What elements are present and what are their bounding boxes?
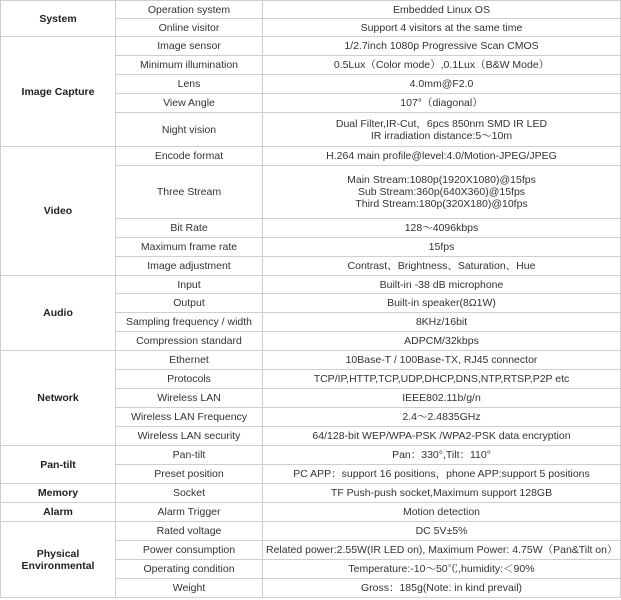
spec-value-line: PC APP：support 16 positions，phone APP:support 5 positions bbox=[293, 468, 590, 480]
spec-value-line: 64/128-bit WEP/WPA-PSK /WPA2-PSK data encryption bbox=[312, 430, 571, 442]
spec-value-cell bbox=[263, 465, 621, 484]
spec-value-cell bbox=[263, 503, 621, 522]
spec-value-cell bbox=[263, 370, 621, 389]
spec-item-label: Wireless LAN security bbox=[116, 427, 263, 446]
spec-value-line: Gross：185g(Note: in kind prevail) bbox=[360, 582, 523, 594]
spec-value-cell bbox=[263, 313, 621, 332]
spec-value-line: 2.4～2.4835GHz bbox=[402, 411, 481, 423]
spec-item-label: Three Stream bbox=[116, 166, 263, 219]
category-cell: Memory bbox=[1, 484, 116, 503]
spec-item-label: Encode format bbox=[116, 147, 263, 166]
spec-value-line: 107°（diagonal） bbox=[400, 97, 483, 109]
spec-value-cell bbox=[263, 332, 621, 351]
spec-value-line: DC 5V±5% bbox=[415, 525, 468, 537]
spec-item-label: Maximum frame rate bbox=[116, 238, 263, 257]
spec-value-cell bbox=[263, 147, 621, 166]
spec-item-label: Lens bbox=[116, 75, 263, 94]
category-label-line: Physical bbox=[36, 547, 80, 560]
spec-value-cell bbox=[263, 19, 621, 37]
spec-value-line: Dual Filter,IR-Cut，6pcs 850nm SMD IR LED bbox=[335, 117, 548, 130]
spec-value-line: TF Push-push socket,Maximum support 128GB bbox=[330, 487, 553, 499]
spec-item-label: View Angle bbox=[116, 94, 263, 113]
spec-value-cell bbox=[263, 75, 621, 94]
spec-value-line: TCP/IP,HTTP,TCP,UDP,DHCP,DNS,NTP,RTSP,P2P etc bbox=[313, 373, 570, 385]
spec-item-label: Wireless LAN bbox=[116, 389, 263, 408]
category-cell bbox=[1, 522, 116, 598]
spec-value-cell bbox=[263, 294, 621, 313]
spec-value-cell bbox=[263, 238, 621, 257]
spec-value-line: Temperature:-10～50℃,humidity:＜90% bbox=[348, 563, 535, 575]
spec-value-line: 8KHz/16bit bbox=[415, 316, 468, 328]
spec-item-label: Image adjustment bbox=[116, 257, 263, 276]
spec-value-cell bbox=[263, 560, 621, 579]
spec-value-cell bbox=[263, 257, 621, 276]
spec-value-line: Third Stream:180p(320X180)@10fps bbox=[355, 198, 528, 210]
spec-value-cell bbox=[263, 522, 621, 541]
spec-value-line: 1/2.7inch 1080p Progressive Scan CMOS bbox=[344, 40, 539, 52]
spec-table-body bbox=[1, 1, 621, 598]
spec-value-cell bbox=[263, 1, 621, 19]
spec-value-line: Embedded Linux OS bbox=[393, 3, 490, 16]
spec-value-line: Contrast、Brightness、Saturation、Hue bbox=[347, 260, 536, 272]
spec-item-label: Output bbox=[116, 294, 263, 313]
spec-value-line: ADPCM/32kbps bbox=[404, 335, 479, 347]
spec-value-line: 4.0mm@F2.0 bbox=[409, 78, 474, 90]
spec-value-line: Support 4 visitors at the same time bbox=[360, 21, 523, 34]
spec-item-label: Power consumption bbox=[116, 541, 263, 560]
spec-value-line: Related power:2.55W(IR LED on), Maximum Power: 4.75W（Pan&Tilt on） bbox=[266, 544, 618, 556]
spec-item-label: Night vision bbox=[116, 113, 263, 147]
category-cell: Network bbox=[1, 351, 116, 446]
spec-value-cell bbox=[263, 219, 621, 238]
spec-row bbox=[1, 351, 621, 370]
spec-value-cell bbox=[263, 408, 621, 427]
category-cell: Pan-tilt bbox=[1, 446, 116, 484]
spec-value-cell bbox=[263, 579, 621, 598]
spec-value-line: 0.5Lux（Color mode）,0.1Lux（B&W Mode） bbox=[333, 59, 550, 71]
spec-value-line: Motion detection bbox=[402, 506, 481, 518]
category-label-line: Environmental bbox=[21, 559, 95, 572]
spec-value-cell bbox=[263, 541, 621, 560]
spec-value-cell bbox=[263, 94, 621, 113]
spec-row bbox=[1, 503, 621, 522]
spec-item-label: Weight bbox=[116, 579, 263, 598]
spec-row bbox=[1, 1, 621, 19]
spec-value-cell bbox=[263, 37, 621, 56]
spec-value-cell bbox=[263, 113, 621, 147]
spec-value-cell bbox=[263, 427, 621, 446]
spec-item-label: Online visitor bbox=[116, 19, 263, 37]
spec-item-label: Bit Rate bbox=[116, 219, 263, 238]
spec-value-line: H.264 main profile@level:4.0/Motion-JPEG/JPEG bbox=[326, 150, 557, 162]
spec-value-line: Built-in speaker(8Ω1W) bbox=[387, 297, 496, 309]
spec-row bbox=[1, 37, 621, 56]
spec-value-line: 15fps bbox=[428, 241, 455, 253]
category-cell: Alarm bbox=[1, 503, 116, 522]
spec-value-line: Built-in -38 dB microphone bbox=[379, 278, 504, 291]
spec-item-label: Operating condition bbox=[116, 560, 263, 579]
spec-item-label: Alarm Trigger bbox=[116, 503, 263, 522]
spec-value-cell bbox=[263, 56, 621, 75]
spec-item-label: Sampling frequency / width bbox=[116, 313, 263, 332]
spec-item-label: Socket bbox=[116, 484, 263, 503]
spec-item-label: Compression standard bbox=[116, 332, 263, 351]
spec-value-line: Sub Stream:360p(640X360)@15fps bbox=[357, 186, 526, 198]
spec-value-line: IR irradiation distance:5～10m bbox=[370, 129, 513, 142]
spec-item-label: Operation system bbox=[116, 1, 263, 19]
spec-value-cell bbox=[263, 166, 621, 219]
category-cell: Audio bbox=[1, 276, 116, 351]
spec-value-line: 10Base-T / 100Base-TX, RJ45 connector bbox=[345, 354, 538, 366]
spec-item-label: Rated voltage bbox=[116, 522, 263, 541]
category-cell: Image Capture bbox=[1, 37, 116, 147]
spec-value-line: Main Stream:1080p(1920X1080)@15fps bbox=[347, 174, 536, 186]
spec-item-label: Protocols bbox=[116, 370, 263, 389]
spec-row bbox=[1, 276, 621, 294]
spec-value-cell bbox=[263, 446, 621, 465]
spec-value-cell bbox=[263, 351, 621, 370]
category-cell: System bbox=[1, 1, 116, 37]
spec-item-label: Minimum illumination bbox=[116, 56, 263, 75]
spec-row bbox=[1, 446, 621, 465]
spec-value-cell bbox=[263, 484, 621, 503]
spec-value-cell bbox=[263, 276, 621, 294]
spec-value-line: Pan：330°,Tilt：110° bbox=[392, 449, 491, 461]
spec-item-label: Image sensor bbox=[116, 37, 263, 56]
spec-value-cell bbox=[263, 389, 621, 408]
spec-row bbox=[1, 484, 621, 503]
spec-item-label: Pan-tilt bbox=[116, 446, 263, 465]
spec-row bbox=[1, 147, 621, 166]
spec-value-line: IEEE802.11b/g/n bbox=[402, 392, 481, 404]
spec-item-label: Input bbox=[116, 276, 263, 294]
category-cell: Video bbox=[1, 147, 116, 276]
spec-value-line: 128～4096kbps bbox=[404, 222, 479, 234]
spec-item-label: Wireless LAN Frequency bbox=[116, 408, 263, 427]
spec-item-label: Ethernet bbox=[116, 351, 263, 370]
spec-row bbox=[1, 522, 621, 541]
spec-item-label: Preset position bbox=[116, 465, 263, 484]
